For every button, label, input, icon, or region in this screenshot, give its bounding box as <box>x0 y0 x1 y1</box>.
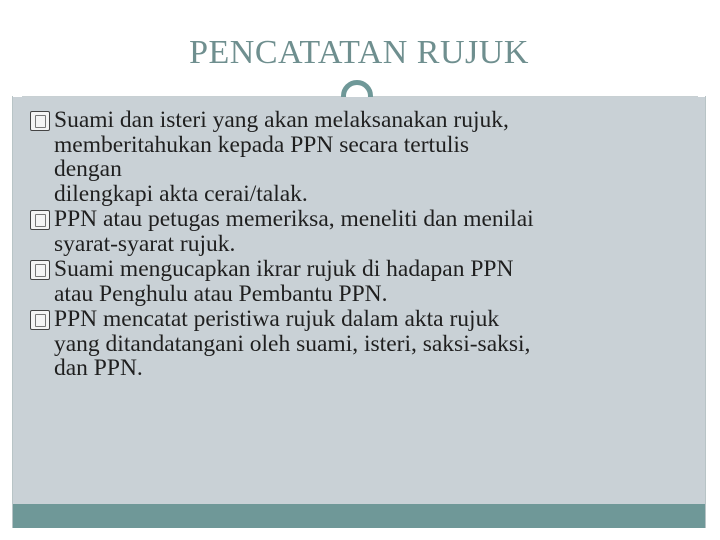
placeholder-box-icon <box>30 210 50 230</box>
bullet-item <box>30 108 690 206</box>
slide-title: PENCATATAN RUJUK <box>189 34 529 71</box>
placeholder-box-icon <box>30 310 50 330</box>
bullet-list <box>30 108 690 382</box>
bullet-line: atau Penghulu atau Pembantu PPN. <box>54 280 388 307</box>
bullet-line: PPN mencatat peristiwa rujuk dalam akta rujuk <box>54 306 500 332</box>
bullet-line: syarat-syarat rujuk. <box>54 230 236 257</box>
footer-bar <box>13 504 705 528</box>
bullet-line: yang ditandatangani oleh suami, isteri, saksi-saksi, <box>54 330 531 357</box>
bullet-line: dengan <box>54 156 122 182</box>
bullet-line: memberitahukan kepada PPN secara tertulis <box>54 131 470 158</box>
bullet-line: Suami dan isteri yang akan melaksanakan rujuk, <box>54 107 509 133</box>
bullet-line: dilengkapi akta cerai/talak. <box>54 180 308 207</box>
bullet-line: dan PPN. <box>54 355 143 381</box>
placeholder-box-icon <box>30 111 50 131</box>
bullet-line: PPN atau petugas memeriksa, meneliti dan menilai <box>54 206 534 232</box>
placeholder-box-icon <box>30 260 50 280</box>
bullet-item <box>30 257 690 306</box>
bullet-line: Suami mengucapkan ikrar rujuk di hadapan PPN <box>54 256 514 282</box>
bullet-item <box>30 307 690 381</box>
bullet-item <box>30 207 690 256</box>
